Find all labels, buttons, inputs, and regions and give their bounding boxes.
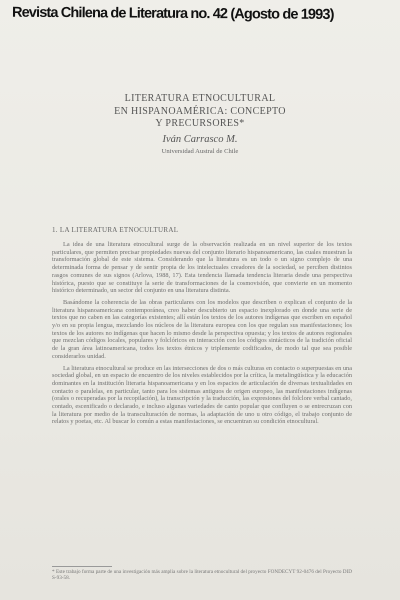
title-line: EN HISPANOAMÉRICA: CONCEPTO [114, 105, 286, 117]
section-heading: 1. LA LITERATURA ETNOCULTURAL [52, 226, 179, 234]
body-paragraph: Basándome la coherencia de las obras particulares con los modelos que describen o explican el conjunto de la literatura hispanoamericana contemporánea, creo haber descubierto un espacio inexplorado en donde una serie de textos que no caben en las categorías existentes; allí están los textos de los autores indígenas que escriben en español y/o en su propia lengua, mezclando los núcleos de la literatura europea con los que regulan sus manifestaciones; los textos de los autores no indígenas que hacen lo mismo desde la perspectiva opuesta; y los textos de autores regionales que mezclan códigos locales, populares y folclóricos en interacción con los códigos sintácticos de la tradición oficial de la gran área latinoamericana, todos los textos étnicos y triplemente codificados, de modo tal que sea posible considerarlos unidad. [52, 298, 352, 360]
author-name: Iván Carrasco M. [162, 134, 238, 145]
author-affiliation: Universidad Austral de Chile [161, 148, 239, 155]
title-line: Y PRECURSORES* [155, 118, 245, 129]
body-paragraph: La idea de una literatura etnocultural surge de la observación realizada en un nivel superior de los textos particulares, que permiten precisar propiedades nuevas del conjunto literario hispanoamericano, las cuales muestran la transformación global de este sistema. Considerando que la literatura es un todo o un signo complejo de una determinada forma de pensar y de sentir propia de los intelectuales creadores de la sociedad, se perciben distintos rasgos comunes de sus signos (Arlova, 1988, 17). Esta tendencia llamada tendencia literaria desde una perspectiva histórica, puesto que se constituye la serie de transformaciones de la cosmovisión, que convierte en un momento histórico determinado, un sector del conjunto en una literatura distinta. [52, 241, 352, 295]
footnote: * Este trabajo forma parte de una investigación más amplia sobre la literatura etnocultural del proyecto FONDECYT 92-0476 del Proyecto DID S-93-58. [52, 569, 352, 582]
article-body [52, 241, 352, 430]
article-title [0, 93, 400, 131]
title-line: LITERATURA ETNOCULTURAL [124, 93, 276, 104]
journal-header-stamp: Revista Chilena de Literatura no. 42 (Agosto de 1993) [11, 4, 334, 23]
footnote-rule [52, 566, 112, 567]
body-paragraph: La literatura etnocultural se produce en las intersecciones de dos o más culturas en contacto o superpuestas en una sociedad global, en un espacio de encuentro de los niveles establecidos por la crítica, la metalingüística y la educación dominantes en la institución literaria hispanoamericana y en los espacios de articulación de diversas textualidades en contacto o paralelas, en particular, tanto para los sistemas antiguos de origen europeo, las manifestaciones indígenas (orales o recuperadas por la recopilación), la transcripción y la traducción, las expresiones del folclore verbal cantado, contado, escenificado o declarado, e incluso algunas variedades de canto popular que confluyen o se entrecruzan con la literatura por medio de la transculturación de normas, la adaptación de uno u otro código, el trabajo conjunto de relatos y poetas, etc. Al buscar lo común a estas manifestaciones, se encuentran su condición etnocultural. [52, 364, 352, 426]
